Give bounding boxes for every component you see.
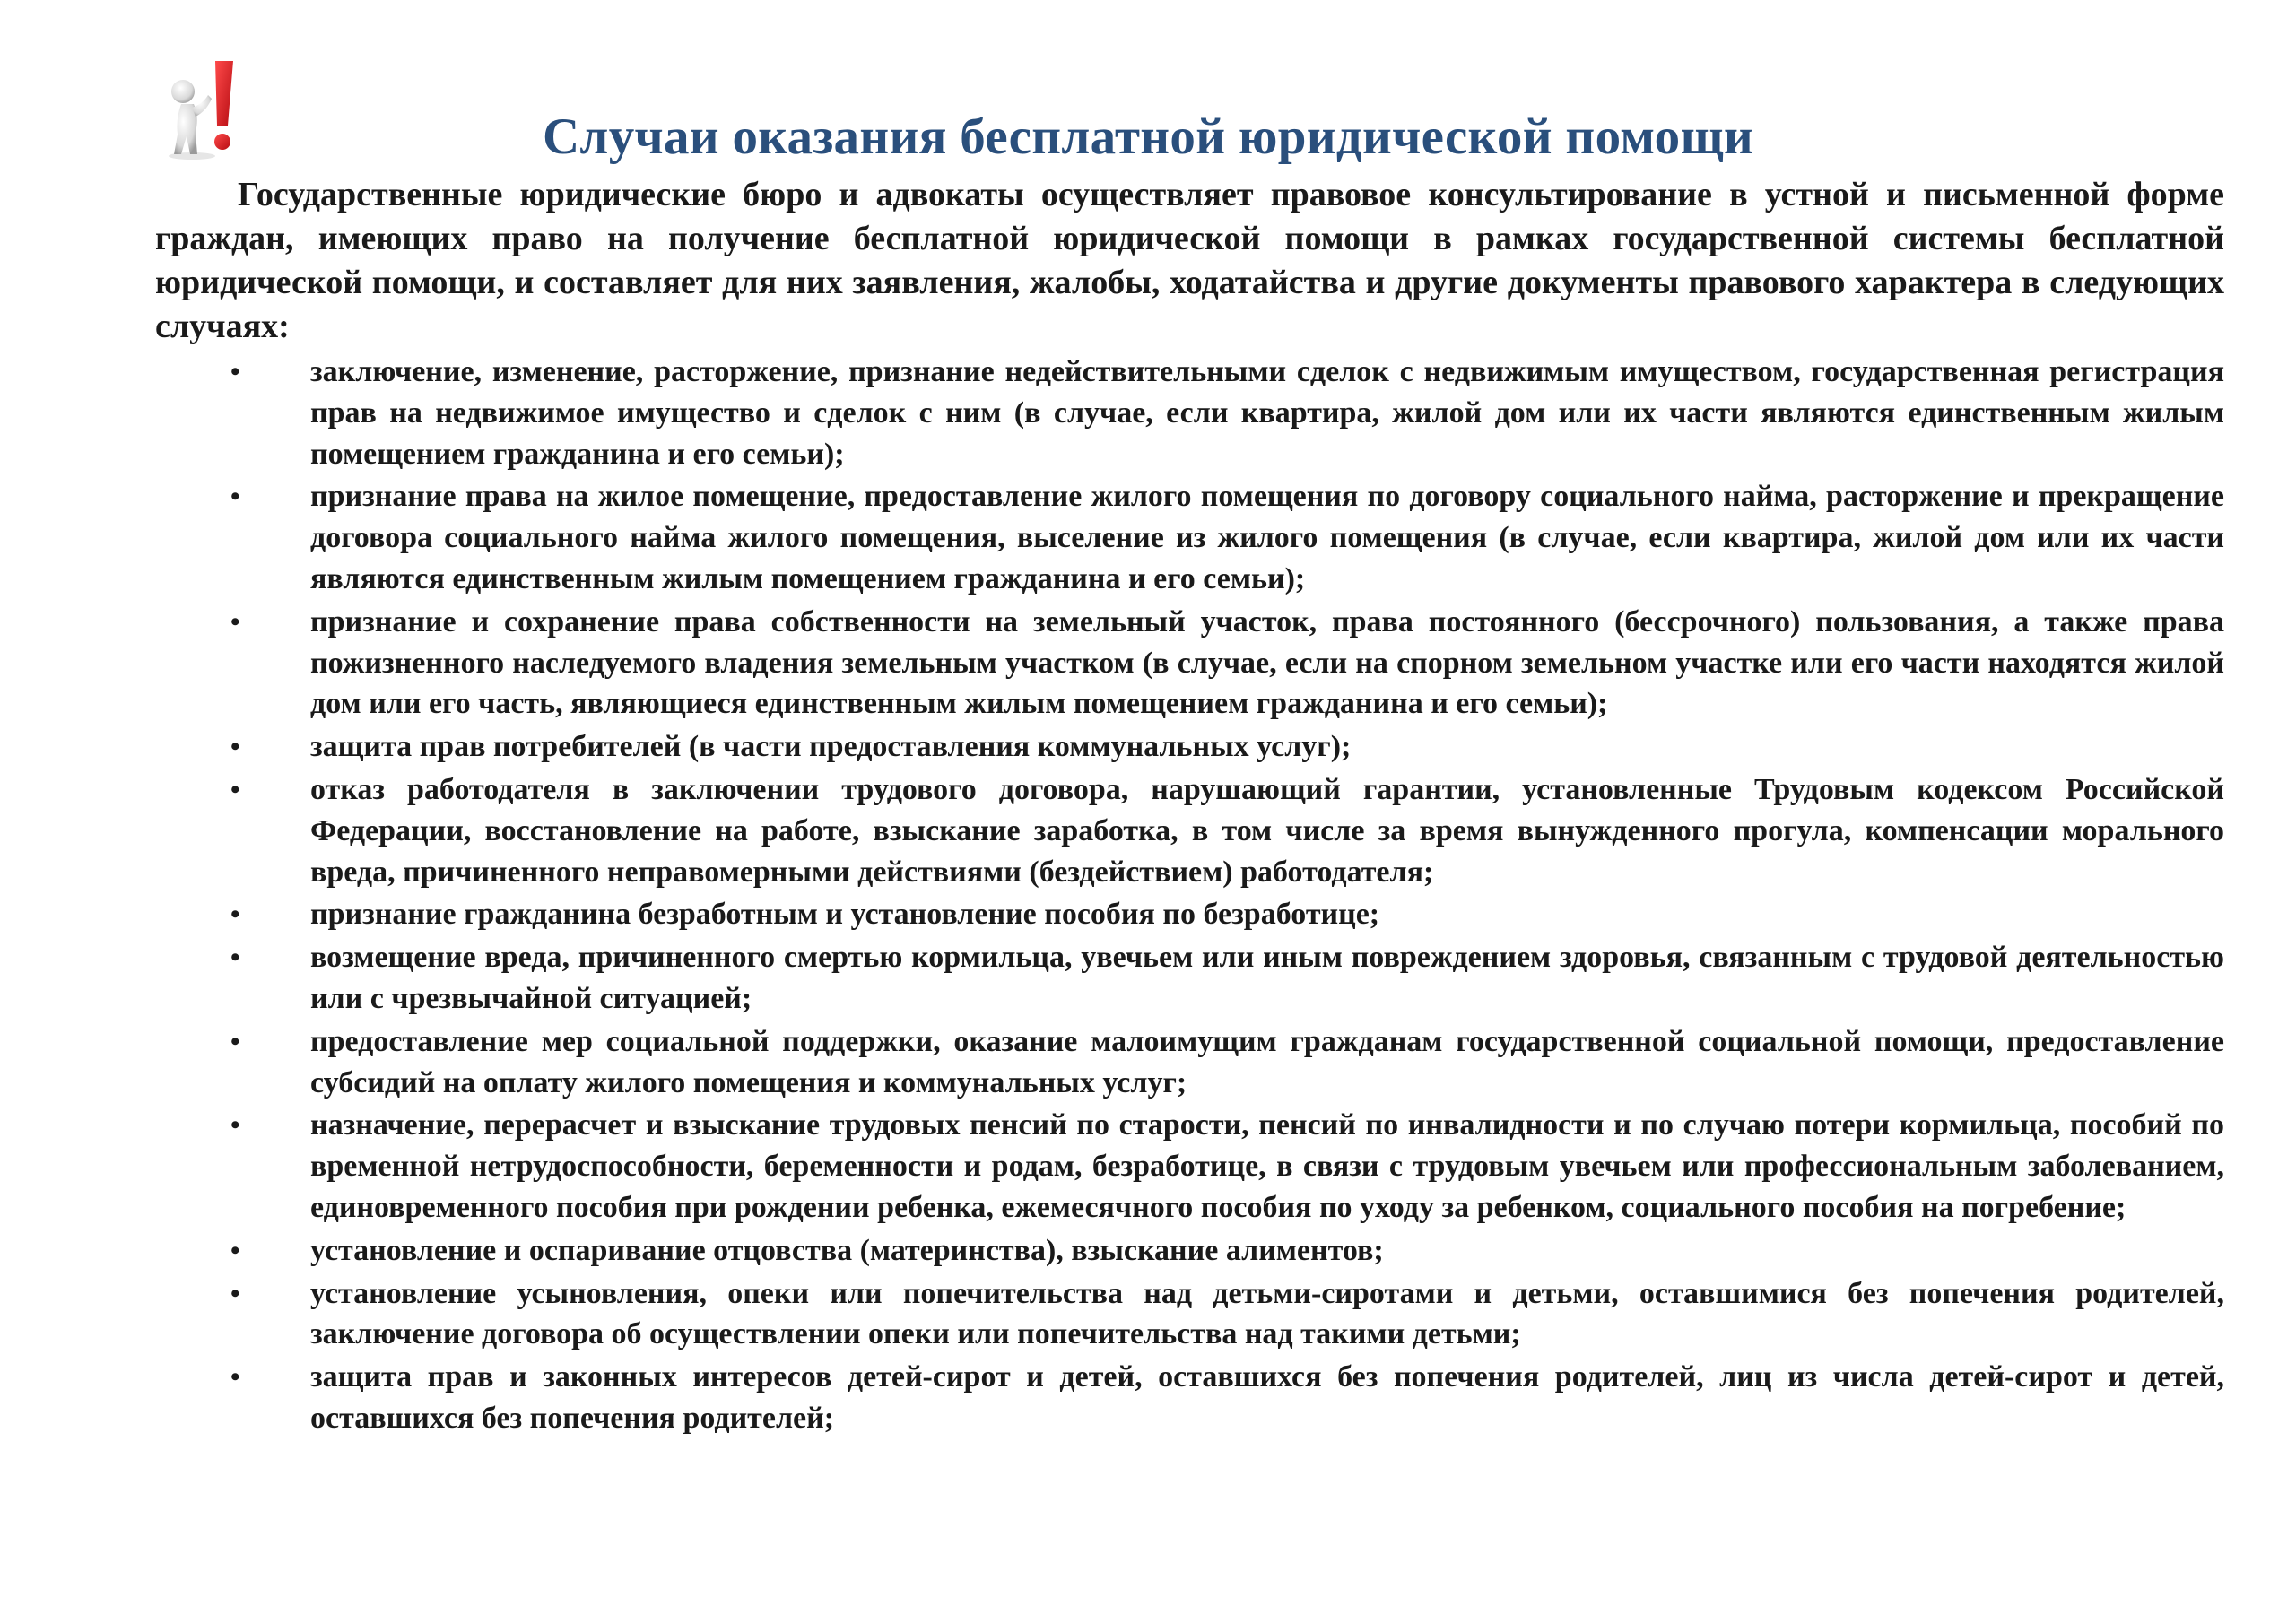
bullet-icon: •: [230, 1362, 240, 1393]
list-item-text: признание и сохранение права собственности на земельный участок, права постоянного (бессрочного) пользования, а также права пожизненного наследуемого владения земельным участком (в случае, если на спорном земельном участке или его части находятся жилой дом или его часть, являющиеся единственным жилым помещением гражданина и его семьи);: [310, 604, 2224, 721]
bullet-icon: •: [230, 357, 240, 386]
list-item: [155, 352, 2224, 474]
list-item-text: защита прав и законных интересов детей-сирот и детей, оставшихся без попечения родителей, лиц из числа детей-сирот и детей, оставшихся без попечения родителей;: [310, 1360, 2224, 1435]
page-title: Случаи оказания бесплатной юридической помощи: [542, 109, 1754, 165]
bullet-icon: •: [230, 942, 240, 973]
list-item-text: защита прав потребителей (в части предоставления коммунальных услуг);: [310, 730, 1352, 764]
list-item: [155, 1021, 2224, 1104]
bullet-icon: •: [230, 774, 240, 804]
list-item-text: установление усыновления, опеки или попечительства над детьми-сиротами и детьми, оставшимися без попечения родителей, заключение договора об осуществлении опеки или попечительства над такими детьми;: [310, 1276, 2224, 1351]
bullet-icon: •: [230, 482, 240, 512]
list-item-text: назначение, перерасчет и взыскание трудовых пенсий по старости, пенсий по инвалидности и по случаю потери кормильца, пособий по временной нетрудоспособности, беременности и родам, безработице, в связи с трудовым увечьем или профессиональным заболеванием, единовременного пособия при рождении ребенка, ежемесячного пособия по уходу за ребенком, социального пособия на погребение;: [310, 1108, 2224, 1224]
bullet-icon: •: [230, 606, 240, 637]
list-item: [155, 602, 2224, 725]
list-item-text: отказ работодателя в заключении трудового договора, нарушающий гарантии, установленные Трудовым кодексом Российской Федерации, восстановление на работе, взыскание заработка, в том числе за время вынужденного прогула, компенсации морального вреда, причиненного неправомерными действиями (бездействием) работодателя;: [310, 772, 2224, 889]
list-item: [155, 1357, 2224, 1439]
list-item-text: признание гражданина безработным и установление пособия по безработице;: [310, 898, 1380, 932]
list-item-text: предоставление мер социальной поддержки, оказание малоимущим гражданам государственной социальной помощи, предоставление субсидий на оплату жилого помещения и коммунальных услуг;: [310, 1024, 2224, 1099]
bullet-icon: •: [230, 732, 240, 762]
list-item-text: признание права на жилое помещение, предоставление жилого помещения по договору социального найма, расторжение и прекращение договора социального найма жилого помещения, выселение из жилого помещения (в случае, если квартира, жилой дом или их части являются единственным жилым помещением гражданина и его семьи);: [310, 480, 2224, 595]
list-item: [155, 1105, 2224, 1228]
intro-paragraph: Государственные юридические бюро и адвокаты осуществляет правовое консультирование в устной и письменной форме граждан, имеющих право на получение бесплатной юридической помощи в рамках государственной системы бесплатной юридической помощи, и составляет для них заявления, жалобы, ходатайства и другие документы правового характера в следующих случаях:: [155, 176, 2224, 345]
bullet-icon: •: [230, 1278, 240, 1308]
list-item: [155, 476, 2224, 599]
list-item-text: установление и оспаривание отцовства (материнства), взыскание алиментов;: [310, 1233, 1384, 1267]
list-item: [155, 726, 2224, 768]
list-item: [155, 1273, 2224, 1356]
list-item: [155, 1230, 2224, 1272]
cases-list: [155, 352, 2224, 1441]
bullet-icon: •: [230, 1235, 240, 1265]
bullet-icon: •: [230, 1110, 240, 1141]
list-item-text: возмещение вреда, причиненного смертью кормильца, увечьем или иным повреждением здоровья, связанным с трудовой деятельностью или с чрезвычайной ситуацией;: [310, 941, 2224, 1015]
bullet-icon: •: [230, 1026, 240, 1056]
list-item: [155, 894, 2224, 935]
list-item: [155, 769, 2224, 892]
list-item: [155, 937, 2224, 1020]
list-item-text: заключение, изменение, расторжение, признание недействительными сделок с недвижимым имуществом, государственная регистрация прав на недвижимое имущество и сделок с ним (в случае, если квартира, жилой дом или их части являются единственным жилым помещением гражданина и его семьи);: [310, 355, 2224, 471]
bullet-icon: •: [230, 899, 240, 930]
